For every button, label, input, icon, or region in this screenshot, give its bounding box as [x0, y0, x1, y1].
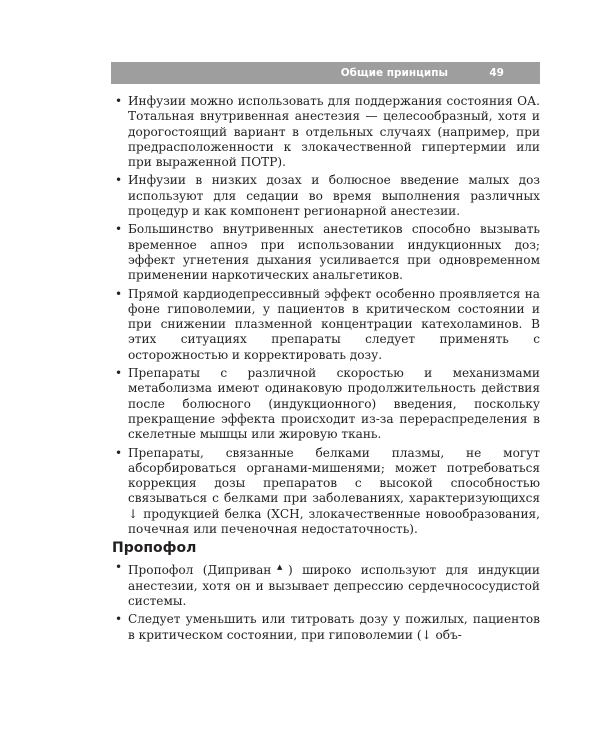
list-item-text: Прямой кардиодепрессивный эффект особенно проявляется на фоне гиповолемии, у пациентов в критическом состоянии и при снижении плазменной концентрации катехоламинов. В этих ситуациях препараты следует применять с осторожностью и корректировать дозу. [128, 286, 540, 362]
list-item [112, 446, 540, 538]
list-item [112, 173, 540, 219]
bullet-icon: • [115, 173, 123, 188]
list-item-text: Препараты с различной скоростью и механизмами метаболизма имеют одинаковую продолжительность действия после болюсного (индукционного) введения, поскольку прекращение эффекта происходит из-за перераспределения в скелетные мышцы или жировую ткань. [128, 366, 540, 442]
list-item [112, 287, 540, 363]
bullet-icon: • [115, 366, 123, 381]
running-header-title: Общие принципы [340, 67, 448, 79]
list-item [112, 560, 540, 609]
bullet-icon: • [115, 286, 123, 301]
bullet-icon: • [115, 612, 123, 627]
list-item-text: Большинство внутривенных анестетиков способно вызывать временное апноэ при использовании индукционных доз; эффект угнетения дыхания усиливается при одновременном применении наркотических анальгетиков. [128, 222, 540, 283]
list-item-text: Следует уменьшить или титровать дозу у пожилых, пациентов в критическом состоянии, при гиповолемии (↓ объ- [128, 612, 540, 642]
list-item [112, 222, 540, 283]
list-item-text-end: ) широко используют для индукции анестезии, хотя он и вызывает депрессию сердечнососудистой системы. [128, 563, 540, 608]
list-item [112, 366, 540, 442]
bullet-icon: • [115, 94, 123, 108]
list-item-text: Инфузии можно использовать для поддержания состояния ОА. Тотальная внутривенная анестезия — целесообразный, хотя и дорогостоящий вариант в отдельных случаях (например, при предрасположенности к злокачественной гипертермии или при выраженной ПОТР). [128, 94, 540, 170]
list-item-text: Инфузии в низких дозах и болюсное введение малых доз используют для седации во время выполнения различных процедур и как компонент регионарной анестезии. [128, 173, 540, 219]
bullet-list-propofol [112, 560, 540, 642]
page-body [112, 94, 540, 646]
list-item [112, 612, 540, 643]
page-number: 49 [489, 67, 504, 79]
bullet-list [112, 94, 540, 537]
bullet-icon: • [115, 560, 123, 575]
running-header [111, 62, 540, 84]
list-item-text: Препараты, связанные белками плазмы, не могут абсорбироваться органами-мишенями; может потребоваться коррекция дозы препаратов с высокой способностью связываться с белками при заболеваниях, характеризующихся ↓ продукцией белка (ХСН, злокачественные новообразования, почечная или печеночная недостаточность). [128, 445, 540, 537]
list-item-text-start: Пропофол (Диприван [128, 563, 272, 578]
bullet-icon: • [115, 445, 123, 460]
list-item [112, 94, 540, 170]
section-heading: Пропофол [112, 540, 197, 557]
triangle-mark-icon: ▲ [271, 563, 288, 572]
bullet-icon: • [115, 222, 123, 237]
